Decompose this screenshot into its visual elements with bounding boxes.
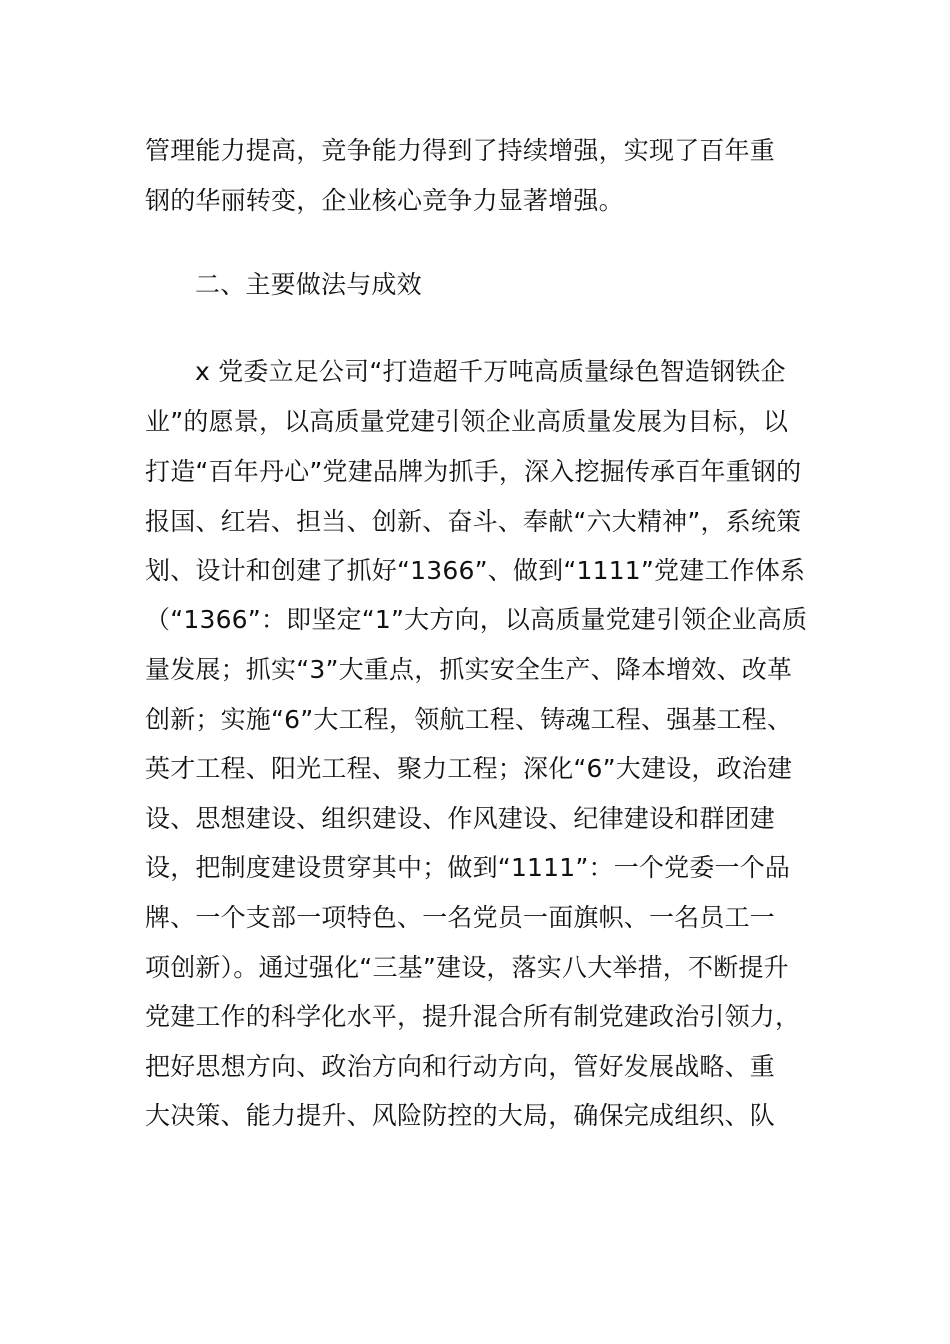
paragraph2-line-16: 大决策、能力提升、风险防控的大局，确保完成组织、队 — [145, 1101, 776, 1130]
paragraph2-line-4: 报国、红岩、担当、创新、奋斗、奉献“六大精神”，系统策 — [145, 507, 802, 536]
paragraph2-line-12: 牌、一个支部一项特色、一名党员一面旗帜、一名员工一 — [145, 903, 776, 932]
paragraph2-line-7: 量发展；抓实“3”大重点，抓实安全生产、降本增效、改革 — [145, 655, 793, 684]
paragraph1-line-2: 钢的华丽转变，企业核心竞争力显著增强。 — [145, 186, 624, 215]
paragraph2-line-5: 划、设计和创建了抓好“1366”、做到“1111”党建工作体系 — [145, 556, 806, 585]
paragraph2-line-1: x 党委立足公司“打造超千万吨高质量绿色智造钢铁企 — [195, 357, 786, 386]
paragraph2-line-3: 打造“百年丹心”党建品牌为抓手，深入挖掘传承百年重钢的 — [145, 457, 802, 486]
paragraph2-line-2: 业”的愿景，以高质量党建引领企业高质量发展为目标，以 — [145, 407, 789, 436]
paragraph2-line-15: 把好思想方向、政治方向和行动方向，管好发展战略、重 — [145, 1052, 776, 1081]
paragraph2-line-14: 党建工作的科学化水平，提升混合所有制党建政治引领力， — [145, 1002, 801, 1031]
section-heading: 二、主要做法与成效 — [195, 270, 422, 299]
paragraph2-line-9: 英才工程、阳光工程、聚力工程；深化“6”大建设，政治建 — [145, 754, 793, 783]
paragraph2-line-11: 设，把制度建设贯穿其中；做到“1111”：一个党委一个品 — [145, 853, 791, 882]
paragraph2-line-10: 设、思想建设、组织建设、作风建设、纪律建设和群团建 — [145, 804, 776, 833]
paragraph2-line-8: 创新；实施“6”大工程，领航工程、铸魂工程、强基工程、 — [145, 705, 793, 734]
paragraph2-line-6: （“1366”：即坚定“1”大方向，以高质量党建引领企业高质 — [145, 605, 808, 634]
paragraph2-line-13: 项创新）。通过强化“三基”建设，落实八大举措，不断提升 — [145, 953, 789, 982]
paragraph1-line-1: 管理能力提高，竞争能力得到了持续增强，实现了百年重 — [145, 136, 776, 165]
